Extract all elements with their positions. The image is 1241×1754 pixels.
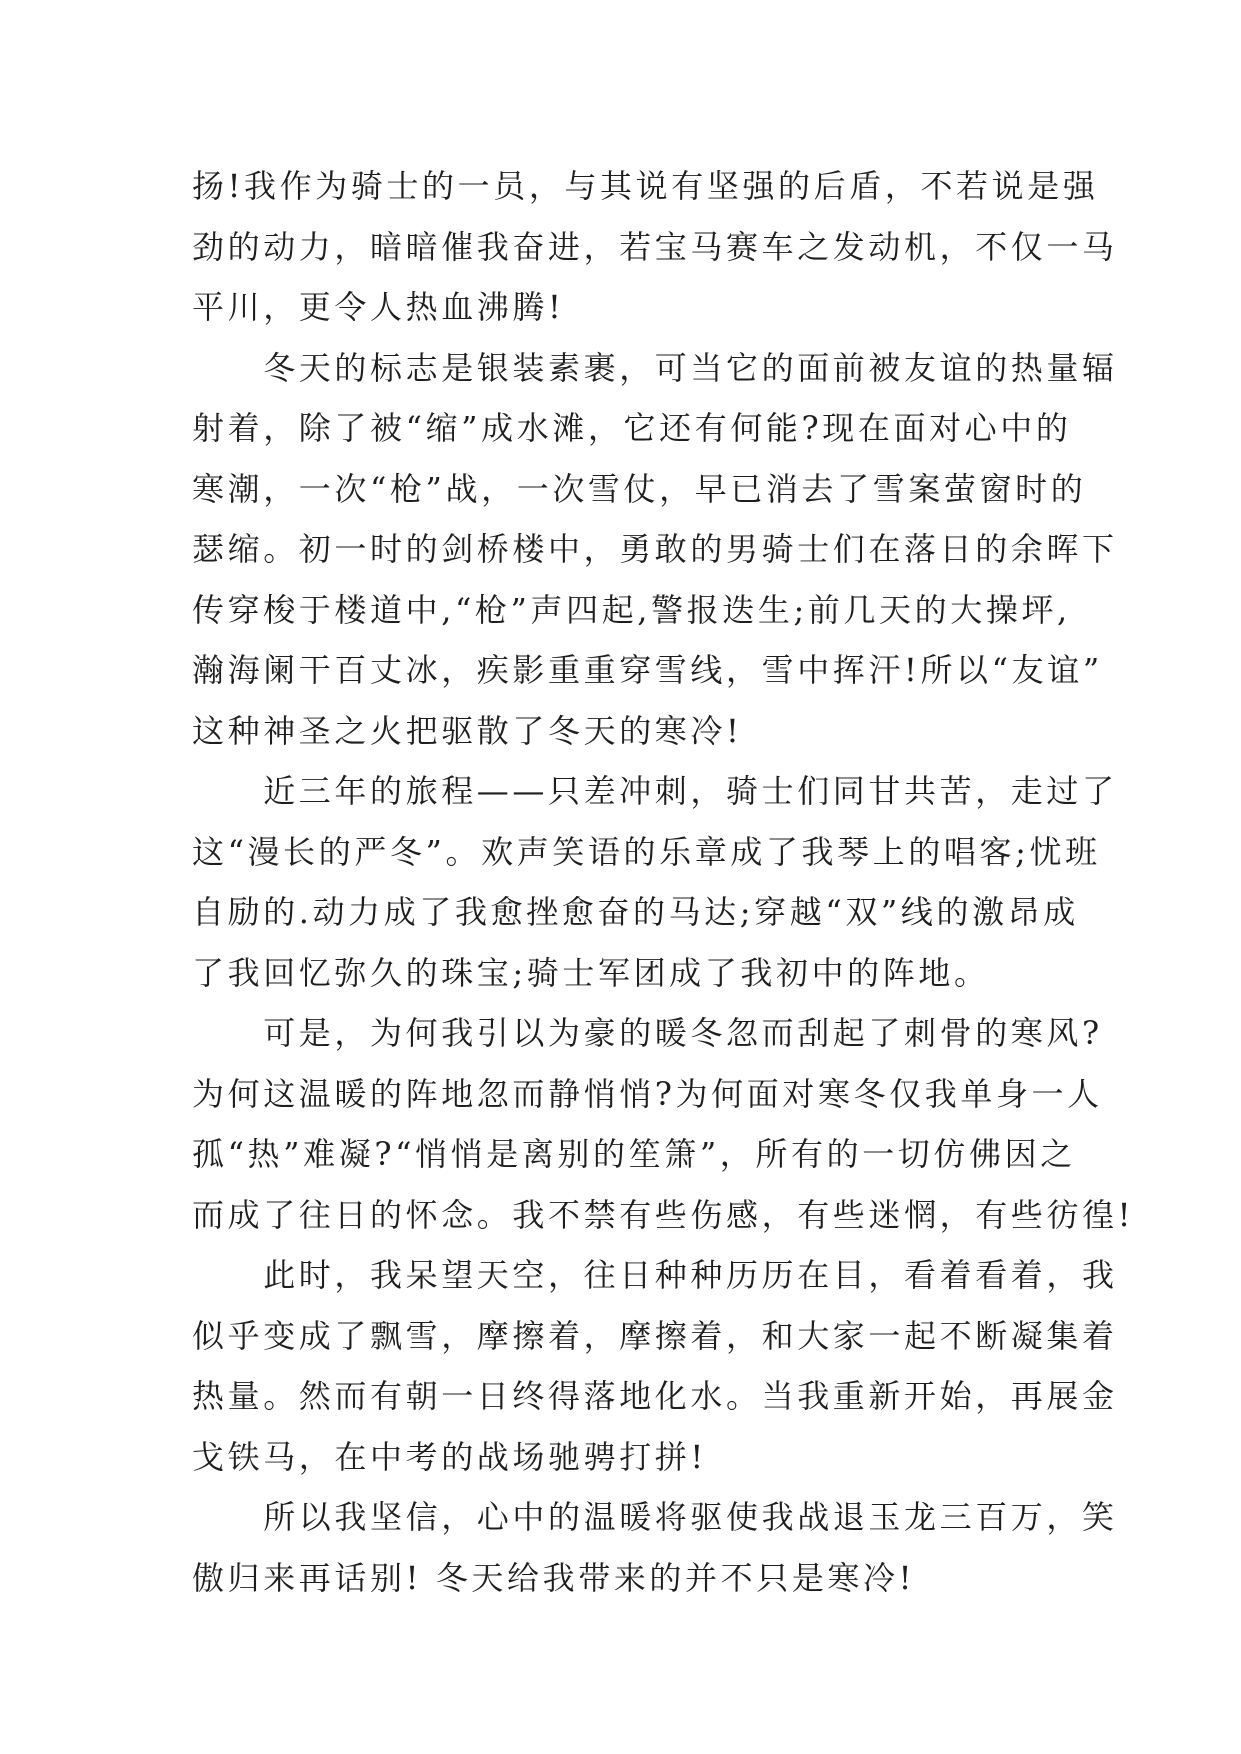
text-line: 为何这温暖的阵地忽而静悄悄?为何面对寒冬仅我单身一人 [192, 1074, 1103, 1113]
text-line: 热量。然而有朝一日终得落地化水。当我重新开始，再展金 [192, 1377, 1118, 1415]
text-line: 似乎变成了飘雪，摩擦着，摩擦着，和大家一起不断凝集着 [192, 1316, 1118, 1355]
text-line: 了我回忆弥久的珠宝;骑士军团成了我初中的阵地。 [192, 953, 990, 992]
text-line: 傲归来再话别! 冬天给我带来的并不只是寒冷! [192, 1558, 916, 1597]
text-line: 劲的动力，暗暗催我奋进，若宝马赛车之发动机，不仅一马 [192, 227, 1118, 266]
text-line: 瀚海阑干百丈冰，疾影重重穿雪线，雪中挥汗!所以“友谊” [192, 651, 1103, 689]
text-line: 近三年的旅程——只差冲刺，骑士们同甘共苦，走过了 [192, 772, 1118, 810]
text-line: 自励的.动力成了我愈挫愈奋的马达;穿越“双”线的激昂成 [192, 893, 1079, 931]
text-line: 孤“热”难凝?“悄悄是离别的笙箫”，所有的一切仿佛因之 [192, 1135, 1076, 1173]
text-line: 所以我坚信，心中的温暖将驱使我战退玉龙三百万，笑 [192, 1498, 1118, 1536]
essay-body [192, 156, 1135, 1608]
text-line: 此时，我呆望天空，往日种种历历在目，看着看着，我 [192, 1256, 1118, 1294]
text-line: 瑟缩。初一时的剑桥楼中，勇敢的男骑士们在落日的余晖下 [192, 530, 1118, 568]
text-line: 这“漫长的严冬”。欢声笑语的乐章成了我琴上的唱客;忧班 [192, 832, 1101, 871]
text-line: 这种神圣之火把驱散了冬天的寒冷! [192, 711, 743, 750]
text-line: 平川，更令人热血沸腾! [192, 288, 565, 326]
text-line: 冬天的标志是银装素裹，可当它的面前被友谊的热量辐 [192, 348, 1118, 387]
text-line: 射着，除了被“缩”成水滩，它还有何能?现在面对心中的 [192, 409, 1072, 447]
text-line: 寒潮，一次“枪”战，一次雪仗，早已消去了雪案萤窗时的 [192, 469, 1087, 508]
text-line: 传穿梭于楼道中,“枪”声四起,警报迭生;前几天的大操坪, [192, 590, 1071, 629]
text-line: 而成了往日的怀念。我不禁有些伤感，有些迷惘，有些彷徨! [192, 1195, 1135, 1234]
text-line: 扬!我作为骑士的一员，与其说有坚强的后盾，不若说是强 [192, 167, 1099, 205]
text-line: 戈铁马，在中考的战场驰骋打拼! [192, 1437, 707, 1476]
text-line: 可是，为何我引以为豪的暖冬忽而刮起了刺骨的寒风? [192, 1014, 1103, 1052]
